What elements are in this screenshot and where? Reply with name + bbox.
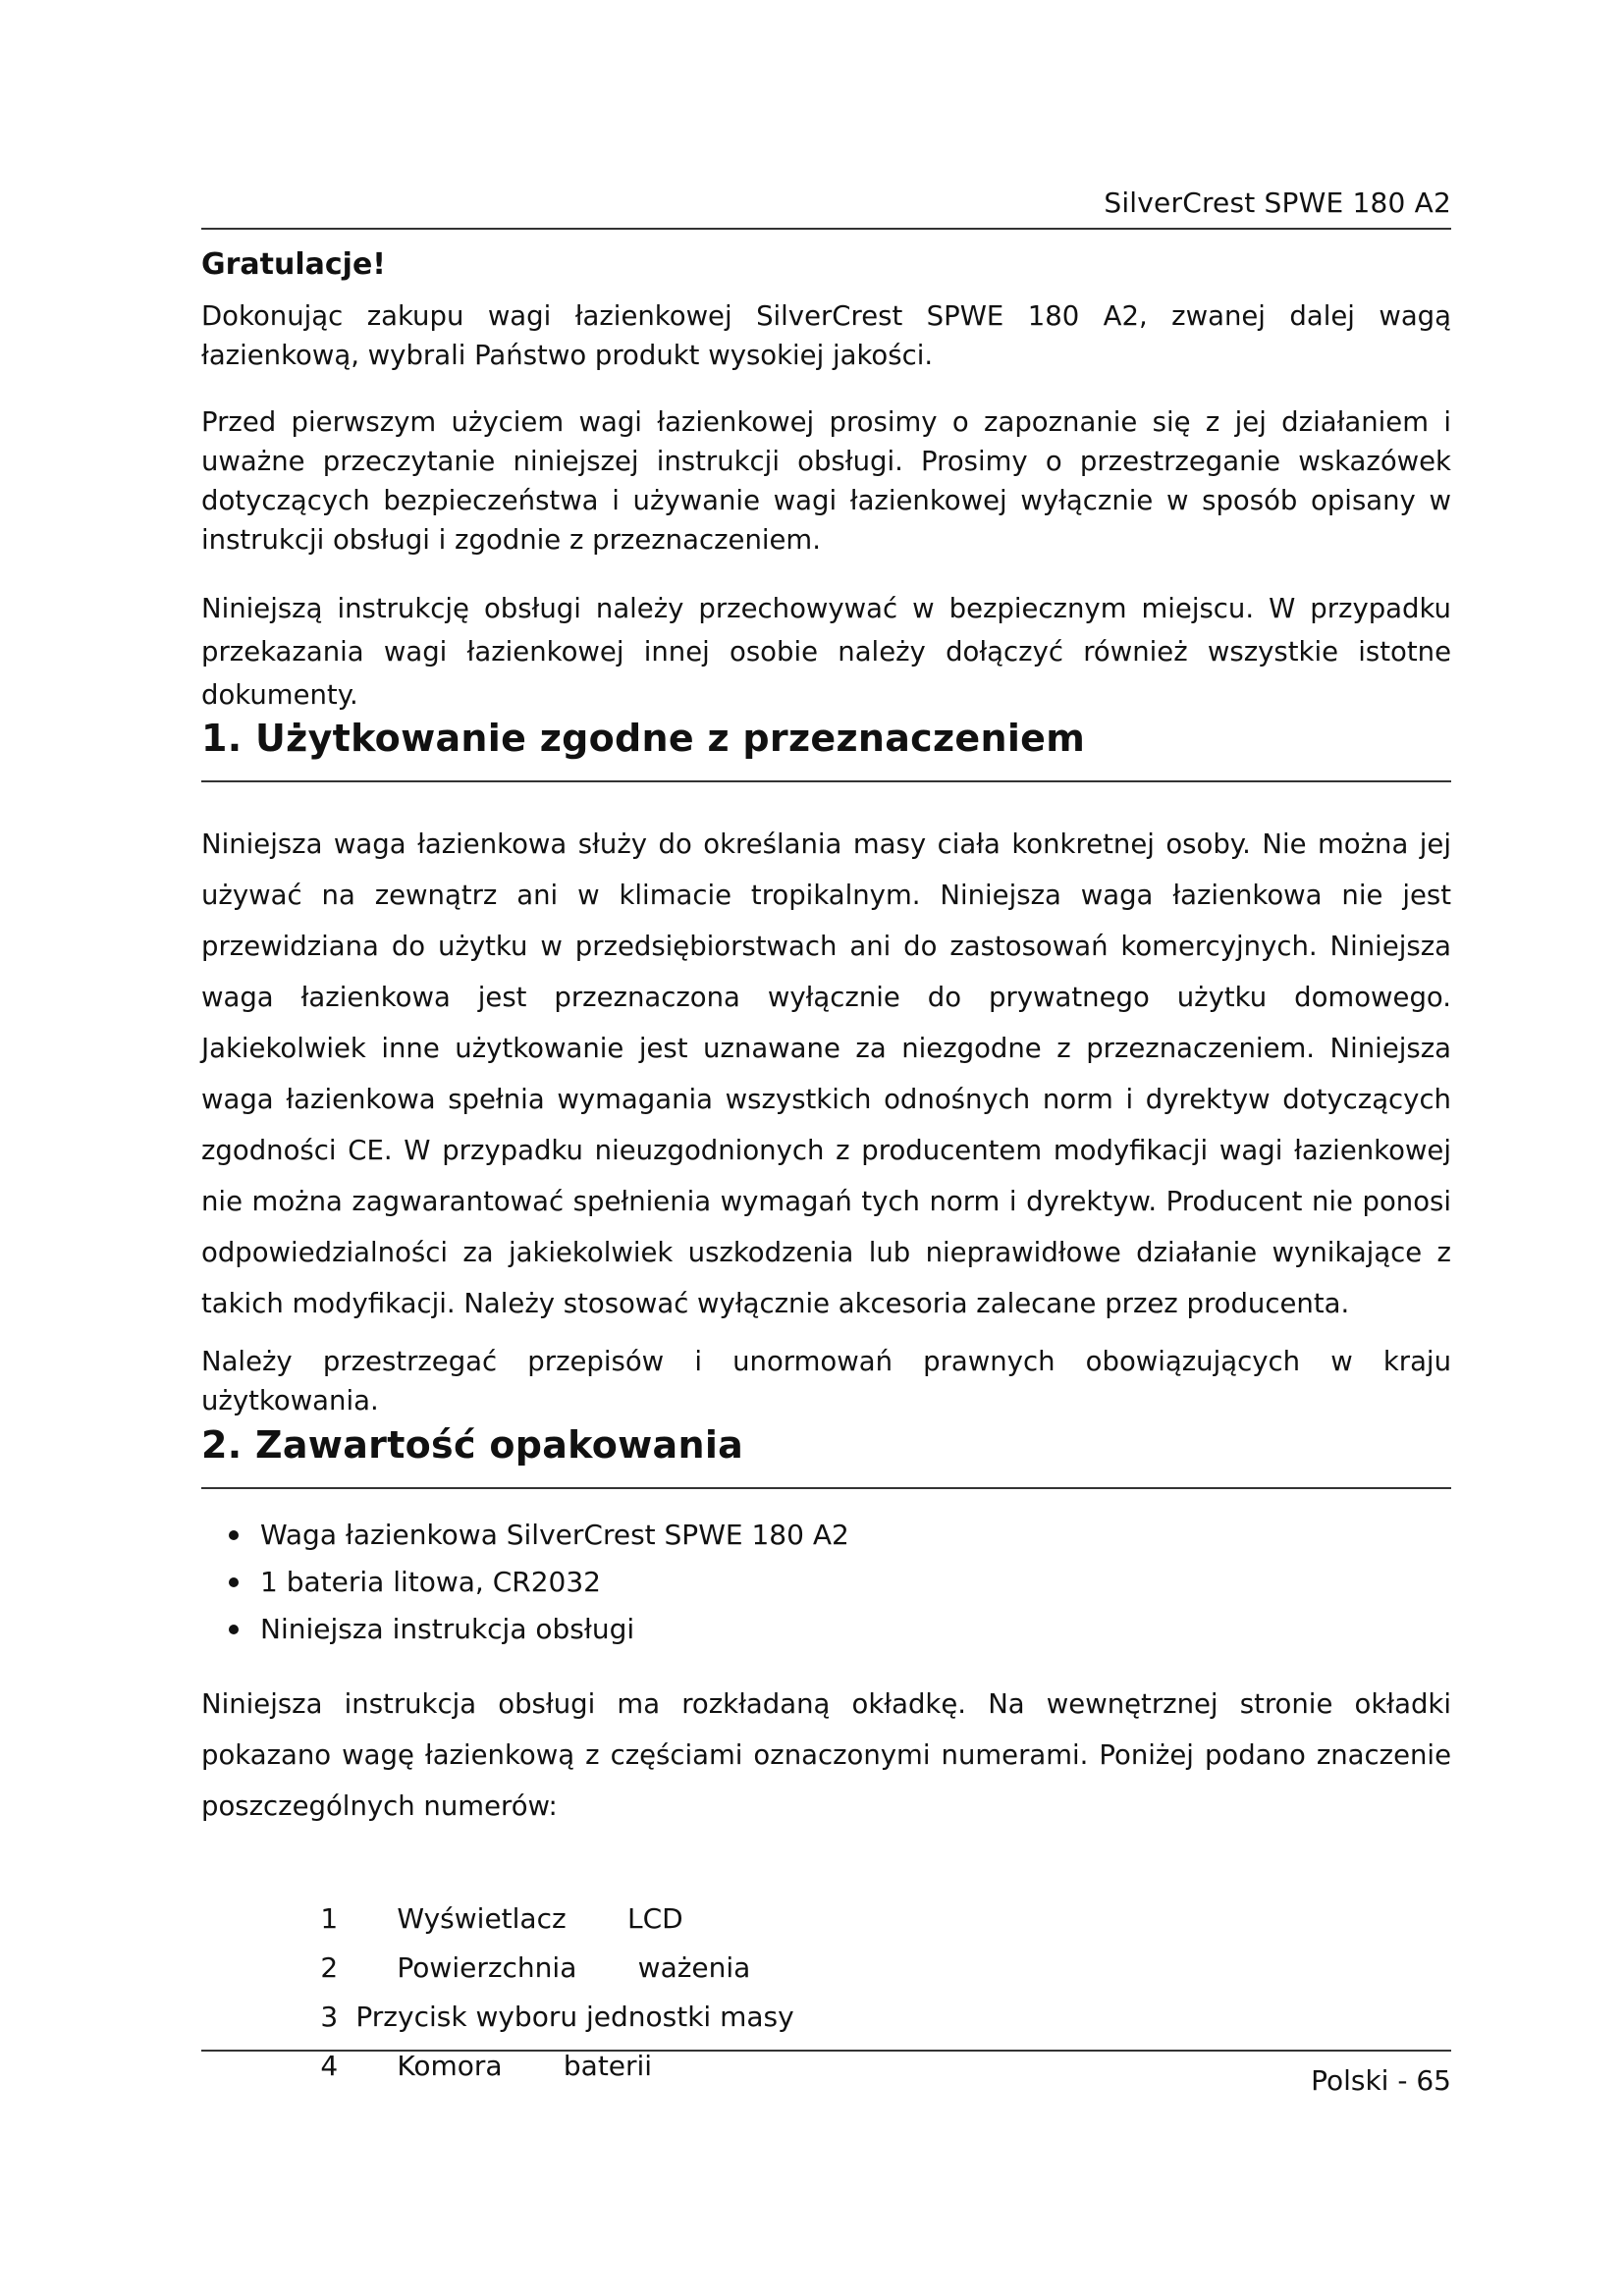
document-page bbox=[201, 0, 1451, 2296]
package-contents-list bbox=[229, 1512, 849, 1653]
intro-heading: Gratulacje! bbox=[201, 247, 386, 282]
list-item bbox=[229, 1512, 849, 1559]
section-1-title: 1. Użytkowanie zgodne z przeznaczeniem bbox=[201, 717, 1086, 760]
part-name: Komora baterii bbox=[397, 2050, 653, 2082]
list-item bbox=[229, 1559, 849, 1606]
part-item bbox=[268, 1845, 794, 1935]
part-number: 2 bbox=[320, 1951, 339, 1984]
bullet-icon bbox=[229, 1625, 239, 1634]
list-item-text: Waga łazienkowa SilverCrest SPWE 180 A2 bbox=[260, 1519, 849, 1551]
page-number: Polski - 65 bbox=[1311, 2064, 1451, 2097]
intro-paragraph-1: Dokonując zakupu wagi łazienkowej SilverCrest SPWE 180 A2, zwanej dalej wagą łazienkową, wybrali Państwo produkt wysokiej jakości. bbox=[201, 300, 1451, 371]
part-name: Przycisk wyboru jednostki masy bbox=[355, 2001, 794, 2033]
part-number: 1 bbox=[320, 1902, 339, 1935]
list-item-text: 1 bateria litowa, CR2032 bbox=[260, 1566, 601, 1598]
section-1-paragraph-2: Należy przestrzegać przepisów i unormowań prawnych obowiązujących w kraju użytkowania. bbox=[201, 1346, 1451, 1416]
section-1-rule bbox=[201, 780, 1451, 782]
list-item-text: Niniejsza instrukcja obsługi bbox=[260, 1613, 635, 1645]
running-header: SilverCrest SPWE 180 A2 bbox=[1104, 187, 1451, 219]
section-2-title: 2. Zawartość opakowania bbox=[201, 1423, 744, 1467]
part-number: 4 bbox=[320, 2050, 339, 2082]
footer-rule bbox=[201, 2050, 1451, 2052]
part-number: 3 bbox=[320, 2001, 339, 2033]
intro-paragraph-2: Przed pierwszym użyciem wagi łazienkowej prosimy o zapoznanie się z jej działaniem i uważne przeczytanie niniejszej instrukcji obsługi. Prosimy o przestrzeganie wskazówek dotyczących bezpieczeństwa i używanie wagi łazienkowej wyłącznie w sposób opisany w instrukcji obsługi i zgodnie z przeznaczeniem. bbox=[201, 406, 1451, 556]
section-2-rule bbox=[201, 1487, 1451, 1489]
bullet-icon bbox=[229, 1530, 239, 1540]
bullet-icon bbox=[229, 1577, 239, 1587]
part-name: Wyświetlacz LCD bbox=[397, 1902, 683, 1935]
intro-paragraph-3: Niniejszą instrukcję obsługi należy przechowywać w bezpiecznym miejscu. W przypadku przekazania wagi łazienkowej innej osobie należy dołączyć również wszystkie istotne dokumenty. bbox=[201, 593, 1451, 711]
section-2-paragraph: Niniejsza instrukcja obsługi ma rozkładaną okładkę. Na wewnętrznej stronie okładki pokazano wagę łazienkową z częściami oznaczonymi numerami. Poniżej podano znaczenie poszczególnych numerów: bbox=[201, 1688, 1451, 1822]
part-name: Powierzchnia ważenia bbox=[397, 1951, 751, 1984]
header-rule bbox=[201, 228, 1451, 230]
list-item bbox=[229, 1606, 849, 1653]
parts-list bbox=[268, 1845, 794, 2082]
section-1-paragraph-1: Niniejsza waga łazienkowa służy do określania masy ciała konkretnej osoby. Nie można jej używać na zewnątrz ani w klimacie tropikalnym. Niniejsza waga łazienkowa nie jest przewidziana do użytku w przedsiębiorstwach ani do zastosowań komercyjnych. Niniejsza waga łazienkowa jest przeznaczona wyłącznie do prywatnego użytku domowego. Jakiekolwiek inne użytkowanie jest uznawane za niezgodne z przeznaczeniem. Niniejsza waga łazienkowa spełnia wymagania wszystkich odnośnych norm i dyrektyw dotyczących zgodności CE. W przypadku nieuzgodnionych z producentem modyfikacji wagi łazienkowej nie można zagwarantować spełnienia wymagań tych norm i dyrektyw. Producent nie ponosi odpowiedzialności za jakiekolwiek uszkodzenia lub nieprawidłowe działanie wynikające z takich modyfikacji. Należy stosować wyłącznie akcesoria zalecane przez producenta. bbox=[201, 828, 1451, 1319]
